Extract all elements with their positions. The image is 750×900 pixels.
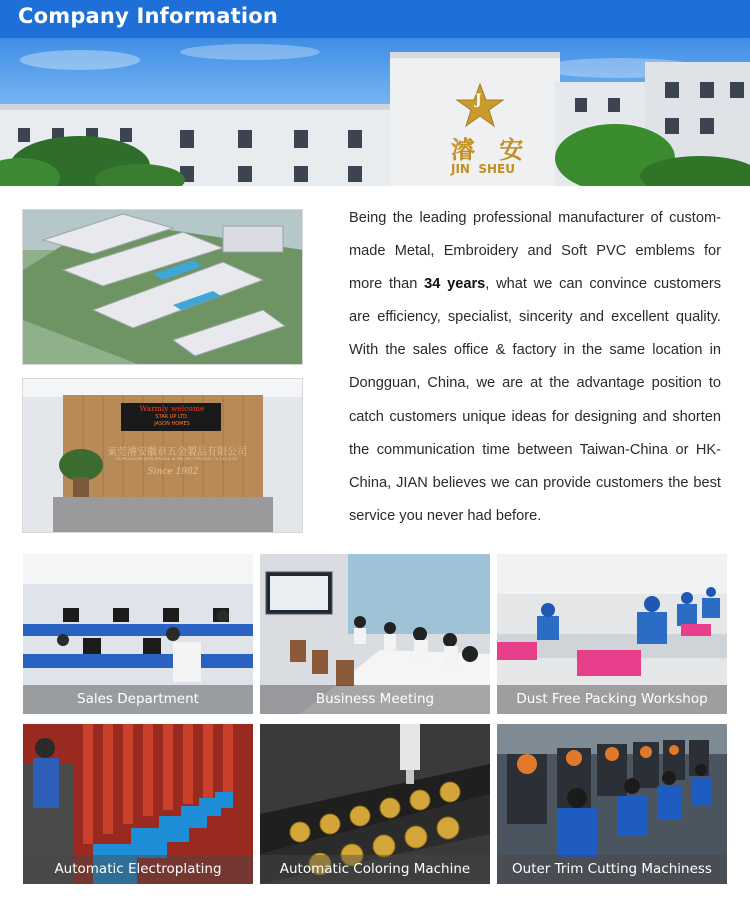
aerial-factory-photo [22,209,303,365]
gallery-tile-outer-trim-cutting-machiness [497,724,727,884]
caption-business-meeting: Business Meeting [260,685,490,714]
company-intro-paragraph [349,202,721,533]
gallery-tile-business-meeting [260,554,490,714]
page-title: Company Information [18,4,279,28]
led-welcome-line2: STAR UP LTD. [155,414,189,420]
reception-lobby-photo [22,378,303,533]
intro-highlight-years: 34 years [424,276,486,293]
intro-text-before: Being the leading professional manufacturer of custom-made Metal, Embroidery and Soft PVC emblems for more than [349,210,721,293]
led-welcome-line1: Warmly welcome [139,404,205,413]
hero-star-letter: J [475,92,482,108]
gallery-tile-automatic-electroplating [23,724,253,884]
hero-sign-characters: 濬 安 [451,135,532,164]
caption-automatic-coloring-machine: Automatic Coloring Machine [260,855,490,884]
led-welcome-line3: JASON HOMES [154,421,190,427]
caption-outer-trim-cutting-machiness: Outer Trim Cutting Machiness [497,855,727,884]
gallery-tile-sales-department [23,554,253,714]
caption-automatic-electroplating: Automatic Electroplating [23,855,253,884]
hero-banner-factory-building [0,38,750,186]
gallery-tile-dust-free-packing-workshop [497,554,727,714]
caption-dust-free-packing-workshop: Dust Free Packing Workshop [497,685,727,714]
gallery-tile-automatic-coloring-machine [260,724,490,884]
lobby-wall-script: Since 1982 [147,467,199,477]
caption-sales-department: Sales Department [23,685,253,714]
hero-sign-latin: JIN SHEU [451,162,515,176]
lobby-wall-company-name: 東莞濬安徽章五金製品有限公司 [107,447,247,458]
intro-text-after: , what we can convince customers are efficiency, specialist, sincerity and excellent quality. With the sales office & factory in the same location in Dongguan, China, we are at the advantage position to catch customers unique ideas for designing and shorten the communication time between Taiwan-China or HK-China, JIAN believes we can provide customers the best service you never had before. [349,276,722,524]
lobby-wall-company-english: DONGGUAN JIAN BADGE & METAL PRODUCTS CO.,LTD. [115,457,239,462]
header-bar [0,0,750,38]
